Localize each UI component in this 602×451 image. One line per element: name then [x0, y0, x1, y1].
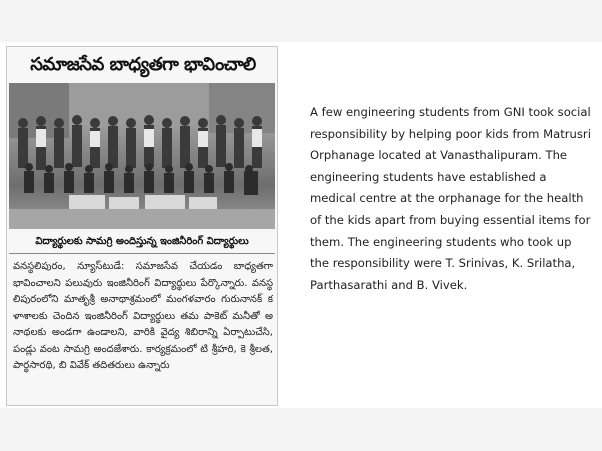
- newspaper-clipping: [6, 46, 278, 406]
- page-sheet: [0, 42, 602, 408]
- clipping-headline: సమాజసేవ బాధ్యతగా భావించాలి: [30, 54, 256, 75]
- group-photo-illustration: [9, 83, 275, 229]
- clipping-body-text: వనస్థలిపురం, న్యూస్‌టుడే: సమాజసేవ చేయడం బాధ్యతగా భావించాలని పలువురు ఇంజినీరింగ్ విద్యార్థులు పేర్కొన్నారు. వనస్థలిపురంలోని మాతృశ్రీ అనాథాశ్రమంలో మంగళవారం గురునానక్ కళాశాలకు చెందిన ఇంజినీరింగ్ విద్యార్థులు తమ పాకెట్ మనీతో అనాథలకు అండగా ఉండాలని, వారికి వైద్య శిబిరాన్ని ఏర్పాటుచేసి, పండ్లు వంట సామగ్రి అందజేశారు. కార్యక్రమంలో టి శ్రీహరి, కె శ్రీలత, పార్థసారథి, బి వివేక్ తదితరులు ఉన్నారు: [13, 261, 273, 371]
- photo-caption: విద్యార్థులకు సామగ్రి అందిస్తున్న ఇంజినీరింగ్ విద్యార్థులు: [9, 231, 275, 254]
- english-summary: A few engineering students from GNI took social responsibility by helping poor kids from Matrusri Orphanage located at Vanasthalipuram. The engineering students have established a medical centre at the orphanage for the health of the kids apart from buying essential items for them. The engineering students who took up the responsibility were T. Srinivas, K. Srilatha, Parthasarathi and B. Vivek.: [310, 105, 591, 292]
- group-photo: [9, 83, 275, 229]
